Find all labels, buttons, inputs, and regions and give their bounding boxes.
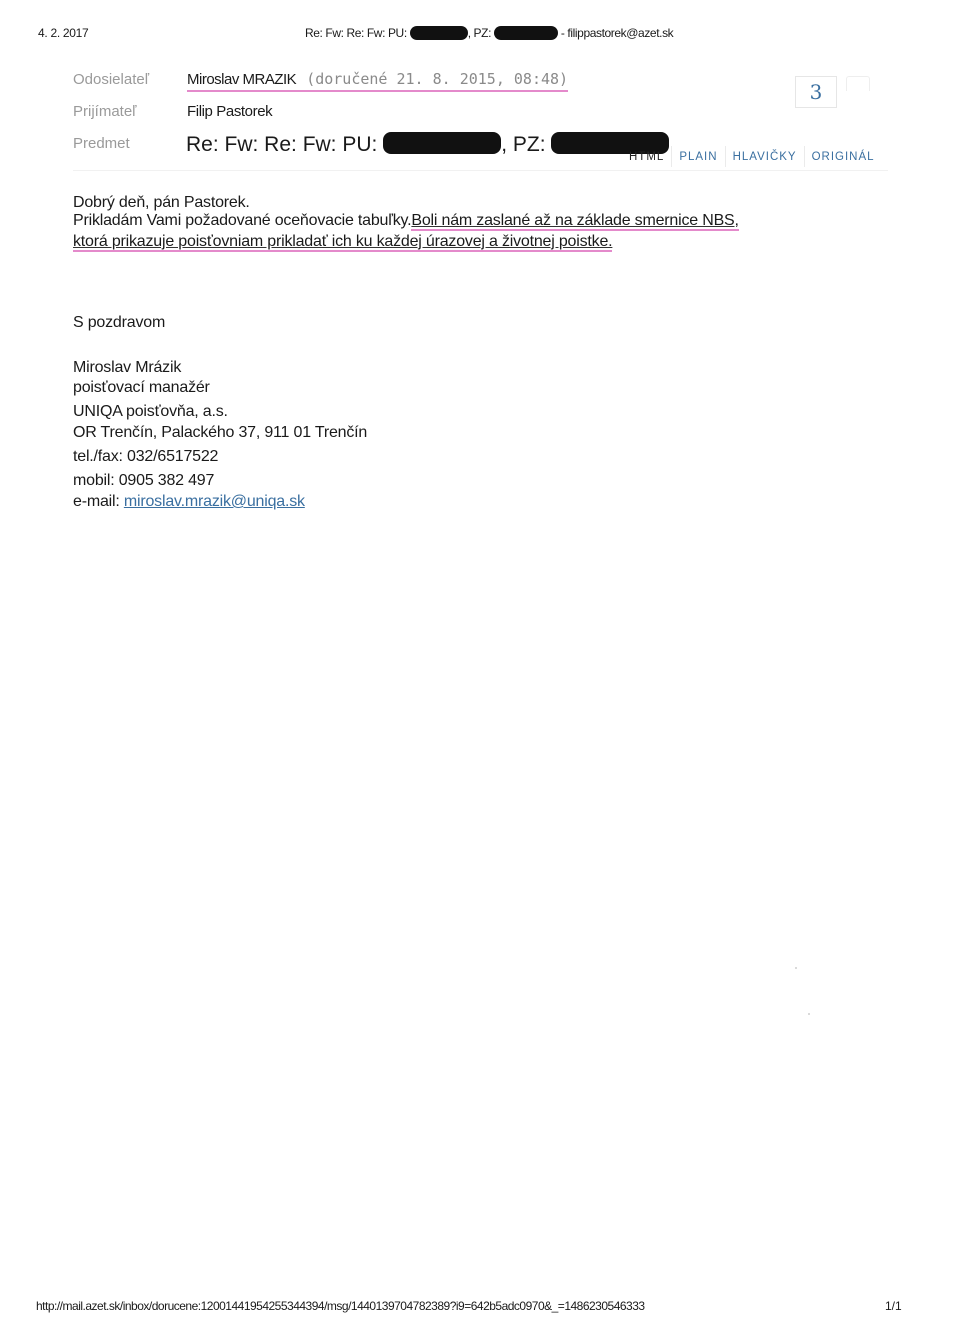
closing: S pozdravom (73, 314, 166, 331)
signature-tel: tel./fax: 032/6517522 (73, 448, 219, 465)
scan-speck (795, 967, 797, 969)
email-link[interactable]: miroslav.mrazik@uniqa.sk (123, 493, 305, 510)
tab-html[interactable]: HTML (629, 151, 665, 163)
sender-label: Odosielateľ (73, 71, 150, 88)
collapse-icon[interactable] (846, 76, 870, 91)
redaction-block (383, 132, 501, 154)
footer-url: http://mail.azet.sk/inbox/dorucene:1200144195425534439​4/msg/1440139704782389?i9=642b5adc0970&_=1486230546333 (36, 1299, 645, 1313)
highlighted-text: ktorá prikazuje poisťovniam prikladať ich ku každej úrazovej a životnej poistke. (73, 233, 613, 250)
recipient-name[interactable]: Filip Pastorek (187, 103, 273, 120)
sender-row (187, 70, 568, 92)
body-line (73, 233, 612, 251)
tab-original[interactable]: ORIGINÁL (804, 146, 882, 167)
redaction-block (410, 26, 468, 40)
header-divider (73, 170, 888, 171)
print-title-mid: , PZ: (467, 26, 492, 40)
tab-headers[interactable]: HLAVIČKY (725, 146, 804, 167)
print-title-prefix: Re: Fw: Re: Fw: PU: (305, 26, 407, 40)
highlighted-text: Boli nám zaslané až na základe smernice NBS, (411, 212, 739, 229)
print-date: 4. 2. 2017 (38, 26, 89, 40)
tab-plain[interactable]: PLAIN (671, 146, 724, 167)
body-text: Prikladám Vami požadované oceňovacie tabuľky. (73, 212, 412, 229)
sender-name[interactable]: Miroslav MRAZIK (187, 71, 297, 88)
subject (186, 133, 669, 157)
recipient-label: Prijímateľ (73, 103, 137, 120)
footer-page-number: 1/1 (885, 1299, 902, 1313)
signature-title: poisťovací manažér (73, 379, 210, 396)
signature-company: UNIQA poisťovňa, a.s. (73, 403, 228, 420)
signature-mobile: mobil: 0905 382 497 (73, 472, 215, 489)
body-line (73, 212, 739, 230)
subject-mid: , PZ: (501, 133, 546, 156)
email-label: e-mail: (73, 493, 124, 510)
print-title (305, 26, 673, 40)
subject-prefix: Re: Fw: Re: Fw: PU: (186, 133, 378, 156)
signature-address: OR Trenčín, Palackého 37, 911 01 Trenčín (73, 424, 368, 441)
redaction-block (494, 26, 558, 40)
signature-name: Miroslav Mrázik (73, 359, 182, 376)
greeting: Dobrý deň, pán Pastorek. (73, 194, 250, 211)
signature-email (73, 493, 305, 511)
sender-date: (doručené 21. 8. 2015, 08:48) (306, 70, 569, 88)
subject-label: Predmet (73, 135, 130, 152)
print-title-suffix: - filippastorek@azet.sk (560, 26, 674, 40)
message-count-badge[interactable]: 3 (795, 76, 837, 108)
scan-speck (808, 1013, 810, 1015)
view-tabs (622, 146, 882, 167)
